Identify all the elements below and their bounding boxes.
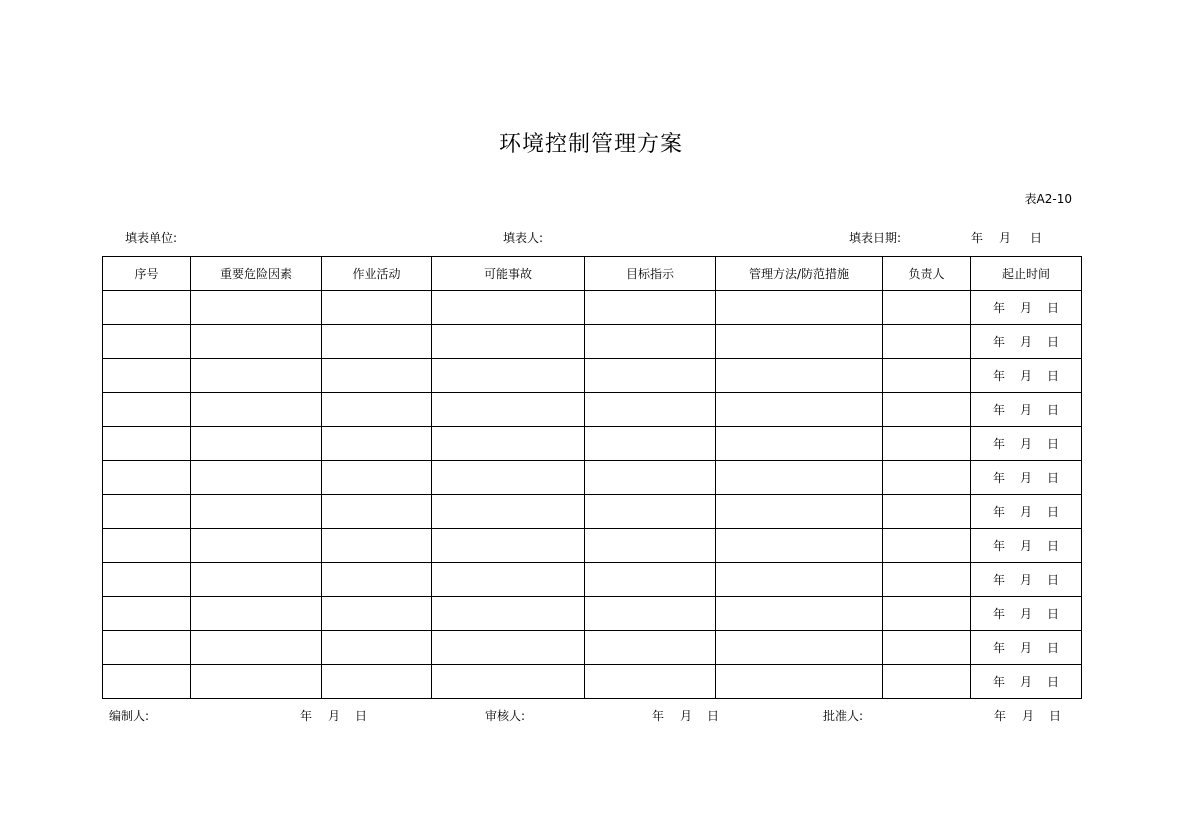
table-cell[interactable] bbox=[103, 325, 191, 359]
period-month: 月 bbox=[1019, 675, 1032, 689]
approver-date-year: 年 bbox=[993, 709, 1006, 723]
table-row bbox=[103, 461, 1082, 495]
table-row bbox=[103, 597, 1082, 631]
editor-date-year: 年 bbox=[299, 709, 312, 723]
table-cell[interactable] bbox=[103, 495, 191, 529]
column-header: 重要危险因素 bbox=[191, 257, 322, 291]
table-cell[interactable] bbox=[883, 631, 971, 665]
table-cell[interactable] bbox=[322, 461, 432, 495]
table-cell[interactable] bbox=[322, 291, 432, 325]
table-row bbox=[103, 665, 1082, 699]
period-date bbox=[986, 573, 1067, 587]
editor-date bbox=[291, 707, 375, 724]
period-date bbox=[986, 675, 1067, 689]
period-date bbox=[986, 505, 1067, 519]
table-cell[interactable] bbox=[585, 325, 716, 359]
table-row bbox=[103, 291, 1082, 325]
document-title: 环境控制管理方案 bbox=[498, 132, 683, 157]
period-year: 年 bbox=[992, 539, 1005, 553]
table-cell[interactable] bbox=[883, 495, 971, 529]
table-cell[interactable] bbox=[191, 563, 322, 597]
editor-date-day: 日 bbox=[354, 709, 367, 723]
period-year: 年 bbox=[992, 573, 1005, 587]
table-cell[interactable] bbox=[716, 359, 883, 393]
table-cell[interactable] bbox=[103, 597, 191, 631]
period-day: 日 bbox=[1046, 335, 1059, 349]
period-year: 年 bbox=[992, 607, 1005, 621]
reviewer-date bbox=[643, 707, 727, 724]
period-year: 年 bbox=[992, 335, 1005, 349]
period-month: 月 bbox=[1019, 335, 1032, 349]
table-cell[interactable] bbox=[716, 529, 883, 563]
period-month: 月 bbox=[1019, 573, 1032, 587]
column-header: 管理方法/防范措施 bbox=[716, 257, 883, 291]
period-month: 月 bbox=[1019, 607, 1032, 621]
table-cell[interactable] bbox=[432, 665, 585, 699]
table-cell[interactable] bbox=[585, 291, 716, 325]
period-month: 月 bbox=[1019, 301, 1032, 315]
table-row bbox=[103, 529, 1082, 563]
table-cell[interactable] bbox=[716, 427, 883, 461]
filler-label: 填表人: bbox=[503, 231, 544, 245]
table-cell[interactable] bbox=[322, 597, 432, 631]
table-cell[interactable] bbox=[103, 631, 191, 665]
table-cell[interactable] bbox=[432, 597, 585, 631]
table-cell[interactable] bbox=[322, 631, 432, 665]
table-cell[interactable] bbox=[103, 427, 191, 461]
table-cell[interactable] bbox=[432, 461, 585, 495]
table-cell[interactable] bbox=[191, 325, 322, 359]
table-row bbox=[103, 631, 1082, 665]
period-year: 年 bbox=[992, 675, 1005, 689]
period-date bbox=[986, 641, 1067, 655]
table-cell[interactable] bbox=[883, 461, 971, 495]
table-cell[interactable] bbox=[883, 325, 971, 359]
table-cell[interactable] bbox=[432, 563, 585, 597]
period-date bbox=[986, 301, 1067, 315]
table-header-row bbox=[103, 257, 1082, 291]
period-day: 日 bbox=[1046, 437, 1059, 451]
period-cell[interactable] bbox=[971, 291, 1082, 325]
table-cell[interactable] bbox=[716, 291, 883, 325]
period-year: 年 bbox=[992, 369, 1005, 383]
date-label: 填表日期: bbox=[849, 231, 902, 245]
table-cell[interactable] bbox=[585, 631, 716, 665]
table-cell[interactable] bbox=[432, 359, 585, 393]
table-cell[interactable] bbox=[585, 393, 716, 427]
period-month: 月 bbox=[1019, 539, 1032, 553]
period-day: 日 bbox=[1046, 403, 1059, 417]
table-cell[interactable] bbox=[716, 461, 883, 495]
column-header: 起止时间 bbox=[971, 257, 1082, 291]
table-cell[interactable] bbox=[103, 563, 191, 597]
table-cell[interactable] bbox=[883, 665, 971, 699]
column-header: 可能事故 bbox=[432, 257, 585, 291]
table-row bbox=[103, 325, 1082, 359]
table-cell[interactable] bbox=[432, 393, 585, 427]
table-row bbox=[103, 495, 1082, 529]
period-date bbox=[986, 607, 1067, 621]
approver-date-day: 日 bbox=[1048, 709, 1061, 723]
approver-label: 批准人: bbox=[823, 709, 864, 723]
table-row bbox=[103, 393, 1082, 427]
table-cell[interactable] bbox=[191, 597, 322, 631]
period-date bbox=[986, 335, 1067, 349]
table-cell[interactable] bbox=[883, 393, 971, 427]
editor-label: 编制人: bbox=[109, 709, 150, 723]
period-date bbox=[986, 437, 1067, 451]
period-year: 年 bbox=[992, 403, 1005, 417]
table-cell[interactable] bbox=[103, 291, 191, 325]
table-cell[interactable] bbox=[322, 359, 432, 393]
table-cell[interactable] bbox=[585, 495, 716, 529]
table-row bbox=[103, 359, 1082, 393]
table-cell[interactable] bbox=[191, 631, 322, 665]
period-year: 年 bbox=[992, 505, 1005, 519]
column-header: 负责人 bbox=[883, 257, 971, 291]
reviewer-date-month: 月 bbox=[679, 709, 692, 723]
table-cell[interactable] bbox=[585, 529, 716, 563]
table-cell[interactable] bbox=[716, 325, 883, 359]
period-year: 年 bbox=[992, 437, 1005, 451]
table-cell[interactable] bbox=[585, 597, 716, 631]
table-cell[interactable] bbox=[585, 359, 716, 393]
period-cell[interactable] bbox=[971, 325, 1082, 359]
period-day: 日 bbox=[1046, 301, 1059, 315]
header-date-day: 日 bbox=[1029, 231, 1042, 245]
table-cell[interactable] bbox=[883, 529, 971, 563]
unit-label: 填表单位: bbox=[125, 231, 178, 245]
period-date bbox=[986, 403, 1067, 417]
period-cell[interactable] bbox=[971, 529, 1082, 563]
period-cell[interactable] bbox=[971, 427, 1082, 461]
approver-date bbox=[985, 707, 1069, 724]
reviewer-label: 审核人: bbox=[485, 709, 526, 723]
period-day: 日 bbox=[1046, 573, 1059, 587]
table-row bbox=[103, 427, 1082, 461]
table-cell[interactable] bbox=[432, 427, 585, 461]
table-cell[interactable] bbox=[191, 359, 322, 393]
period-cell[interactable] bbox=[971, 461, 1082, 495]
table-cell[interactable] bbox=[103, 529, 191, 563]
period-date bbox=[986, 539, 1067, 553]
period-day: 日 bbox=[1046, 471, 1059, 485]
plan-table bbox=[102, 256, 1082, 699]
column-header: 序号 bbox=[103, 257, 191, 291]
period-year: 年 bbox=[992, 301, 1005, 315]
table-row bbox=[103, 563, 1082, 597]
period-month: 月 bbox=[1019, 369, 1032, 383]
table-cell[interactable] bbox=[585, 427, 716, 461]
period-date bbox=[986, 369, 1067, 383]
period-cell[interactable] bbox=[971, 631, 1082, 665]
table-cell[interactable] bbox=[322, 393, 432, 427]
table-cell[interactable] bbox=[322, 495, 432, 529]
table-cell[interactable] bbox=[191, 291, 322, 325]
table-cell[interactable] bbox=[191, 529, 322, 563]
table-cell[interactable] bbox=[883, 359, 971, 393]
table-cell[interactable] bbox=[432, 495, 585, 529]
table-cell[interactable] bbox=[883, 563, 971, 597]
period-day: 日 bbox=[1046, 539, 1059, 553]
column-header: 作业活动 bbox=[322, 257, 432, 291]
period-date bbox=[986, 471, 1067, 485]
period-cell[interactable] bbox=[971, 563, 1082, 597]
table-cell[interactable] bbox=[716, 563, 883, 597]
period-cell[interactable] bbox=[971, 393, 1082, 427]
table-cell[interactable] bbox=[883, 291, 971, 325]
table-cell[interactable] bbox=[103, 665, 191, 699]
table-cell[interactable] bbox=[322, 529, 432, 563]
period-year: 年 bbox=[992, 641, 1005, 655]
table-cell[interactable] bbox=[883, 597, 971, 631]
period-month: 月 bbox=[1019, 471, 1032, 485]
table-cell[interactable] bbox=[585, 461, 716, 495]
table-cell[interactable] bbox=[322, 325, 432, 359]
table-cell[interactable] bbox=[191, 461, 322, 495]
period-month: 月 bbox=[1019, 437, 1032, 451]
table-cell[interactable] bbox=[103, 359, 191, 393]
period-day: 日 bbox=[1046, 641, 1059, 655]
table-cell[interactable] bbox=[103, 393, 191, 427]
editor-date-month: 月 bbox=[327, 709, 340, 723]
period-day: 日 bbox=[1046, 607, 1059, 621]
table-cell[interactable] bbox=[191, 427, 322, 461]
table-cell[interactable] bbox=[716, 495, 883, 529]
period-day: 日 bbox=[1046, 369, 1059, 383]
table-cell[interactable] bbox=[191, 495, 322, 529]
period-month: 月 bbox=[1019, 403, 1032, 417]
table-cell[interactable] bbox=[322, 563, 432, 597]
table-cell[interactable] bbox=[716, 631, 883, 665]
header-date-year: 年 bbox=[970, 231, 983, 245]
table-cell[interactable] bbox=[432, 325, 585, 359]
table-cell[interactable] bbox=[716, 393, 883, 427]
table-cell[interactable] bbox=[191, 393, 322, 427]
period-day: 日 bbox=[1046, 505, 1059, 519]
period-day: 日 bbox=[1046, 675, 1059, 689]
period-year: 年 bbox=[992, 471, 1005, 485]
period-cell[interactable] bbox=[971, 495, 1082, 529]
table-cell[interactable] bbox=[432, 529, 585, 563]
table-cell[interactable] bbox=[432, 291, 585, 325]
header-date bbox=[962, 229, 1054, 246]
table-cell[interactable] bbox=[432, 631, 585, 665]
column-header: 目标指示 bbox=[585, 257, 716, 291]
header-date-month: 月 bbox=[998, 231, 1011, 245]
table-cell[interactable] bbox=[322, 665, 432, 699]
period-cell[interactable] bbox=[971, 665, 1082, 699]
period-cell[interactable] bbox=[971, 597, 1082, 631]
period-month: 月 bbox=[1019, 505, 1032, 519]
table-cell[interactable] bbox=[716, 665, 883, 699]
form-code: 表A2-10 bbox=[1024, 192, 1072, 206]
table-cell[interactable] bbox=[883, 427, 971, 461]
table-cell[interactable] bbox=[716, 597, 883, 631]
table-cell[interactable] bbox=[585, 665, 716, 699]
table-cell[interactable] bbox=[322, 427, 432, 461]
table-cell[interactable] bbox=[103, 461, 191, 495]
period-month: 月 bbox=[1019, 641, 1032, 655]
approver-date-month: 月 bbox=[1021, 709, 1034, 723]
period-cell[interactable] bbox=[971, 359, 1082, 393]
reviewer-date-year: 年 bbox=[651, 709, 664, 723]
table-cell[interactable] bbox=[585, 563, 716, 597]
reviewer-date-day: 日 bbox=[706, 709, 719, 723]
table-cell[interactable] bbox=[191, 665, 322, 699]
